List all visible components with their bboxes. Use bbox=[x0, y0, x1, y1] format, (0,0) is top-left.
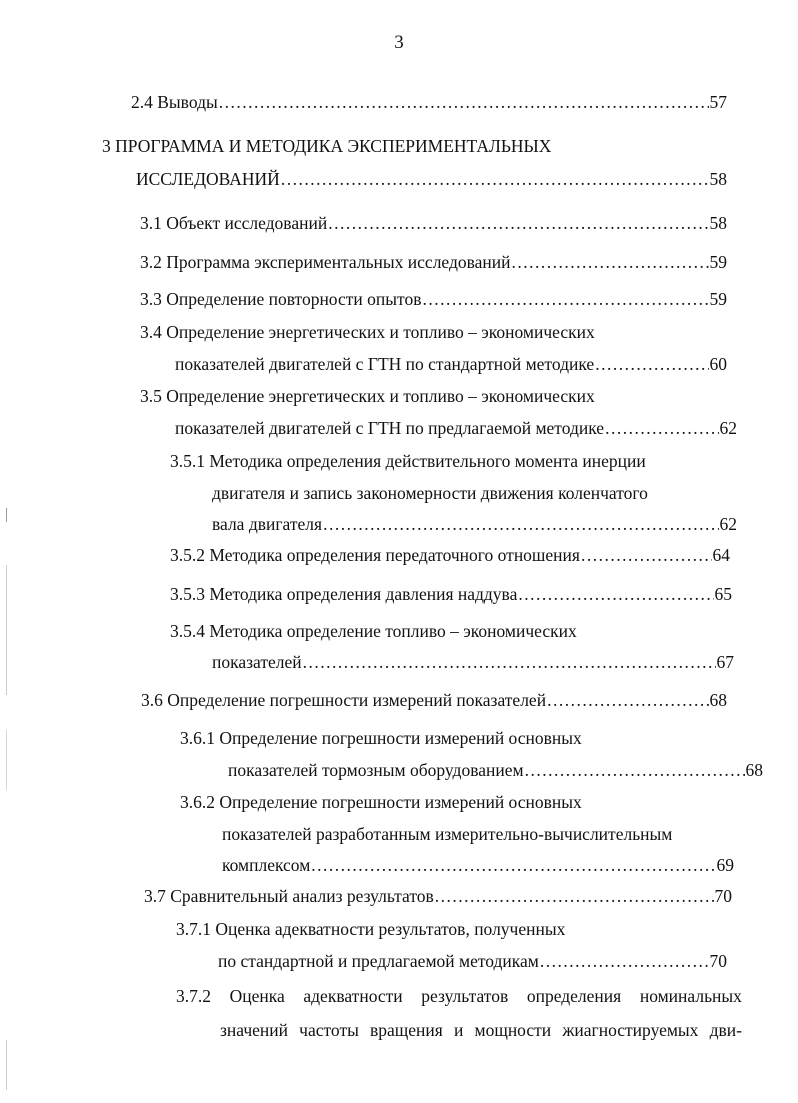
toc-entry-title: 3.5.1 Методика определения действительного момента инерции bbox=[170, 451, 646, 471]
dot-leader bbox=[540, 949, 709, 973]
toc-entry-3-5 bbox=[140, 384, 595, 408]
toc-entry-3-1 bbox=[140, 211, 727, 235]
toc-entry-3-5-1-cont bbox=[212, 481, 648, 505]
toc-entry-title: показателей bbox=[212, 652, 302, 672]
toc-word: жиагностируемых bbox=[562, 1020, 699, 1040]
dot-leader bbox=[525, 758, 745, 782]
toc-entry-title: 3 ПРОГРАММА И МЕТОДИКА ЭКСПЕРИМЕНТАЛЬНЫХ bbox=[102, 136, 552, 156]
toc-entry-3-5-1-end bbox=[212, 512, 737, 536]
toc-entry-3-6 bbox=[141, 688, 727, 712]
toc-entry-3-7 bbox=[144, 884, 732, 908]
toc-entry-title: показателей двигателей с ГТН по стандартной методике bbox=[175, 354, 595, 374]
toc-entry-3-7-2 bbox=[176, 984, 742, 1008]
toc-entry-page: 69 bbox=[716, 855, 734, 875]
toc-entry-title: вала двигателя bbox=[212, 514, 323, 534]
toc-entry-3-6-1 bbox=[180, 726, 582, 750]
toc-entry-page: 58 bbox=[709, 213, 727, 233]
toc-word: адекватности bbox=[303, 986, 403, 1006]
dot-leader bbox=[219, 90, 709, 114]
toc-entry-2-4 bbox=[131, 90, 727, 114]
toc-entry-3-4 bbox=[140, 320, 595, 344]
toc-entry-page: 62 bbox=[719, 514, 737, 534]
toc-entry-title: 3.6.1 Определение погрешности измерений основных bbox=[180, 728, 582, 748]
dot-leader bbox=[311, 853, 715, 877]
toc-entry-3-5-cont bbox=[175, 416, 737, 440]
scan-artifact-line bbox=[6, 730, 7, 790]
toc-entry-page: 68 bbox=[745, 760, 763, 780]
toc-entry-page: 68 bbox=[709, 690, 727, 710]
toc-word: Оценка bbox=[229, 986, 285, 1006]
toc-chapter-3-title-cont bbox=[136, 167, 727, 191]
toc-entry-3-7-2-cont bbox=[220, 1018, 742, 1042]
toc-entry-title: 3.5.3 Методика определения давления наддува bbox=[170, 584, 518, 604]
toc-entry-page: 64 bbox=[712, 545, 730, 565]
toc-entry-3-5-4-cont bbox=[212, 650, 734, 674]
toc-entry-3-2 bbox=[140, 250, 727, 274]
toc-entry-title: 3.4 Определение энергетических и топливо – экономических bbox=[140, 322, 595, 342]
toc-entry-3-5-4 bbox=[170, 619, 577, 643]
toc-entry-title: 3.3 Определение повторности опытов bbox=[140, 289, 422, 309]
toc-entry-title: показателей разработанным измерительно-вычислительным bbox=[222, 824, 673, 844]
toc-entry-page: 57 bbox=[709, 92, 727, 112]
page-number: 3 bbox=[394, 32, 404, 53]
toc-entry-page: 59 bbox=[709, 289, 727, 309]
toc-entry-title: 3.6 Определение погрешности измерений показателей bbox=[141, 690, 547, 710]
toc-entry-3-6-2 bbox=[180, 790, 582, 814]
toc-word: вращения bbox=[370, 1020, 443, 1040]
toc-chapter-3-title bbox=[102, 134, 551, 158]
toc-entry-page: 70 bbox=[714, 886, 732, 906]
dot-leader bbox=[547, 688, 708, 712]
toc-entry-title: двигателя и запись закономерности движения коленчатого bbox=[212, 483, 648, 503]
toc-entry-3-5-1 bbox=[170, 449, 646, 473]
toc-word: 3.7.2 bbox=[176, 986, 211, 1006]
toc-entry-page: 62 bbox=[719, 418, 737, 438]
toc-entry-title: показателей двигателей с ГТН по предлагаемой методике bbox=[175, 418, 605, 438]
dot-leader bbox=[518, 582, 713, 606]
toc-entry-title: 2.4 Выводы bbox=[131, 92, 218, 112]
toc-word: частоты bbox=[299, 1020, 359, 1040]
toc-word: определения bbox=[526, 986, 622, 1006]
toc-entry-title: 3.2 Программа экспериментальных исследований bbox=[140, 252, 511, 272]
dot-leader bbox=[605, 416, 718, 440]
toc-word: мощности bbox=[474, 1020, 552, 1040]
toc-entry-3-6-1-cont bbox=[228, 758, 763, 782]
toc-entry-page: 67 bbox=[716, 652, 734, 672]
toc-entry-title: комплексом bbox=[222, 855, 311, 875]
toc-entry-page: 70 bbox=[709, 951, 727, 971]
toc-entry-title: 3.6.2 Определение погрешности измерений основных bbox=[180, 792, 582, 812]
dot-leader bbox=[323, 512, 718, 536]
toc-entry-3-5-3 bbox=[170, 582, 732, 606]
toc-entry-title: 3.1 Объект исследований bbox=[140, 213, 328, 233]
toc-entry-title: по стандартной и предлагаемой методикам bbox=[218, 951, 539, 971]
toc-word: результатов bbox=[421, 986, 509, 1006]
toc-entry-page: 59 bbox=[709, 252, 727, 272]
toc-entry-title: 3.5.2 Методика определения передаточного отношения bbox=[170, 545, 580, 565]
toc-entry-title: показателей тормозным оборудованием bbox=[228, 760, 524, 780]
scan-artifact-line bbox=[6, 565, 7, 695]
toc-entry-3-7-1-cont bbox=[218, 949, 727, 973]
toc-entry-3-6-2-cont bbox=[222, 822, 672, 846]
toc-entry-title: ИССЛЕДОВАНИЙ bbox=[136, 169, 280, 189]
toc-entry-title: 3.5 Определение энергетических и топливо – экономических bbox=[140, 386, 595, 406]
dot-leader bbox=[435, 884, 714, 908]
dot-leader bbox=[422, 287, 708, 311]
toc-entry-title: 3.5.4 Методика определение топливо – экономических bbox=[170, 621, 577, 641]
dot-leader bbox=[303, 650, 716, 674]
toc-entry-3-5-2 bbox=[170, 543, 730, 567]
toc-entry-page: 65 bbox=[714, 584, 732, 604]
toc-entry-page: 58 bbox=[709, 169, 727, 189]
scan-artifact-line bbox=[6, 508, 7, 522]
toc-word: и bbox=[453, 1020, 464, 1040]
toc-entry-3-6-2-end bbox=[222, 853, 734, 877]
dot-leader bbox=[281, 167, 709, 191]
dot-leader bbox=[512, 250, 709, 274]
toc-entry-page: 60 bbox=[709, 354, 727, 374]
toc-entry-title: 3.7.1 Оценка адекватности результатов, полученных bbox=[176, 919, 566, 939]
toc-word: номинальных bbox=[639, 986, 742, 1006]
toc-entry-3-7-1 bbox=[176, 917, 565, 941]
dot-leader bbox=[581, 543, 712, 567]
scan-artifact-line bbox=[6, 1040, 7, 1090]
dot-leader bbox=[595, 352, 708, 376]
toc-word: дви- bbox=[709, 1020, 742, 1040]
toc-entry-3-3 bbox=[140, 287, 727, 311]
dot-leader bbox=[328, 211, 708, 235]
toc-entry-title: 3.7 Сравнительный анализ результатов bbox=[144, 886, 434, 906]
toc-entry-3-4-cont bbox=[175, 352, 727, 376]
toc-word: значений bbox=[220, 1020, 289, 1040]
